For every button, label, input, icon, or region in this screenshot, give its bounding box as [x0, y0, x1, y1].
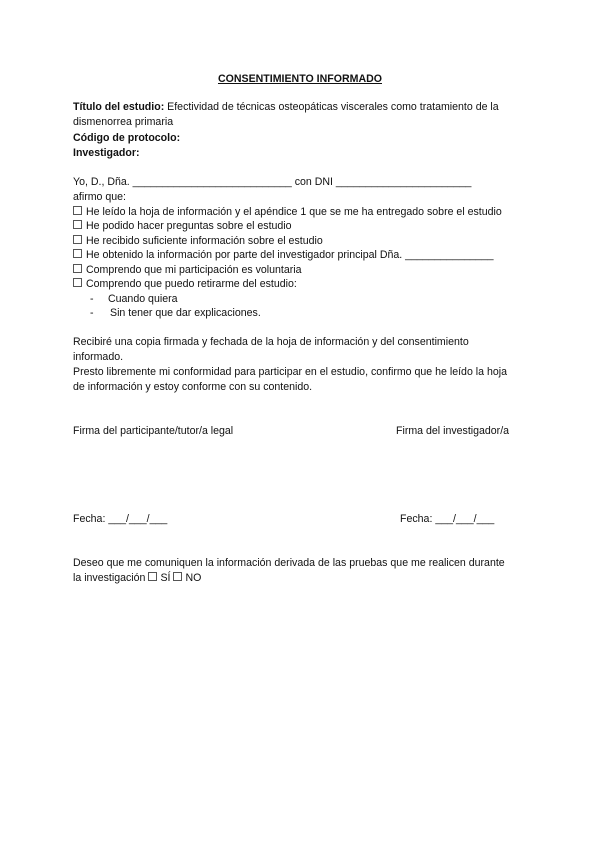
checkbox-icon[interactable]: [73, 278, 82, 287]
study-title-continuation: dismenorrea primaria: [73, 116, 174, 128]
option-no-label: NO: [185, 572, 202, 584]
checkbox-icon[interactable]: [73, 235, 82, 244]
paragraph-copy-line1: Recibiré una copia firmada y fechada de la hoja de información y del consentimiento: [73, 336, 469, 348]
document-title: CONSENTIMIENTO INFORMADO: [217, 73, 382, 85]
checkbox-no-icon[interactable]: [173, 572, 182, 581]
study-title-row: [73, 101, 499, 113]
identity-line: Yo, D., Dña. ___________________________ con DNI _______________________: [73, 176, 472, 188]
checklist-item: Comprendo que puedo retirarme del estudio:: [73, 278, 297, 290]
sub-item-text: Sin tener que dar explicaciones.: [110, 307, 261, 319]
checklist-item: He obtenido la información por parte del investigador principal Dña. _______________: [73, 249, 494, 261]
study-title-value: Efectividad de técnicas osteopáticas viscerales como tratamiento de la: [164, 101, 499, 113]
study-title-label: Título del estudio:: [73, 101, 165, 113]
checkbox-icon[interactable]: [73, 220, 82, 229]
signature-investigator-label: Firma del investigador/a: [396, 425, 510, 437]
option-yes-label: SÍ: [160, 572, 171, 584]
paragraph-consent-line1: Presto libremente mi conformidad para participar en el estudio, confirmo que he leído la hoja: [73, 366, 507, 378]
paragraph-consent-line2: de información y estoy conforme con su contenido.: [73, 381, 313, 393]
affirm-text: afirmo que:: [73, 191, 126, 203]
checkbox-icon[interactable]: [73, 249, 82, 258]
checkbox-yes-icon[interactable]: [148, 572, 157, 581]
wish-prefix: la investigación: [73, 572, 146, 584]
checkbox-icon[interactable]: [73, 206, 82, 215]
signature-participant-label: Firma del participante/tutor/a legal: [73, 425, 234, 437]
checklist-item: He recibido suficiente información sobre el estudio: [73, 235, 323, 247]
investigator-label: Investigador:: [73, 147, 140, 159]
wish-line1: Deseo que me comuniquen la información derivada de las pruebas que me realicen durante: [73, 557, 505, 569]
date-investigator: Fecha: ___/___/___: [400, 513, 495, 525]
checklist-item: Comprendo que mi participación es voluntaria: [73, 264, 302, 276]
protocol-code-label: Código de protocolo:: [73, 132, 181, 144]
checkbox-icon[interactable]: [73, 264, 82, 273]
date-participant: Fecha: ___/___/___: [73, 513, 168, 525]
sub-item-dash: -: [90, 307, 94, 319]
checklist-item: He podido hacer preguntas sobre el estudio: [73, 220, 292, 232]
checklist-item: He leído la hoja de información y el apéndice 1 que se me ha entregado sobre el estudio: [73, 206, 502, 218]
paragraph-copy-line2: informado.: [73, 351, 124, 363]
sub-item-text: Cuando quiera: [108, 293, 178, 305]
wish-line2: [73, 572, 201, 584]
sub-item-dash: -: [90, 293, 94, 305]
